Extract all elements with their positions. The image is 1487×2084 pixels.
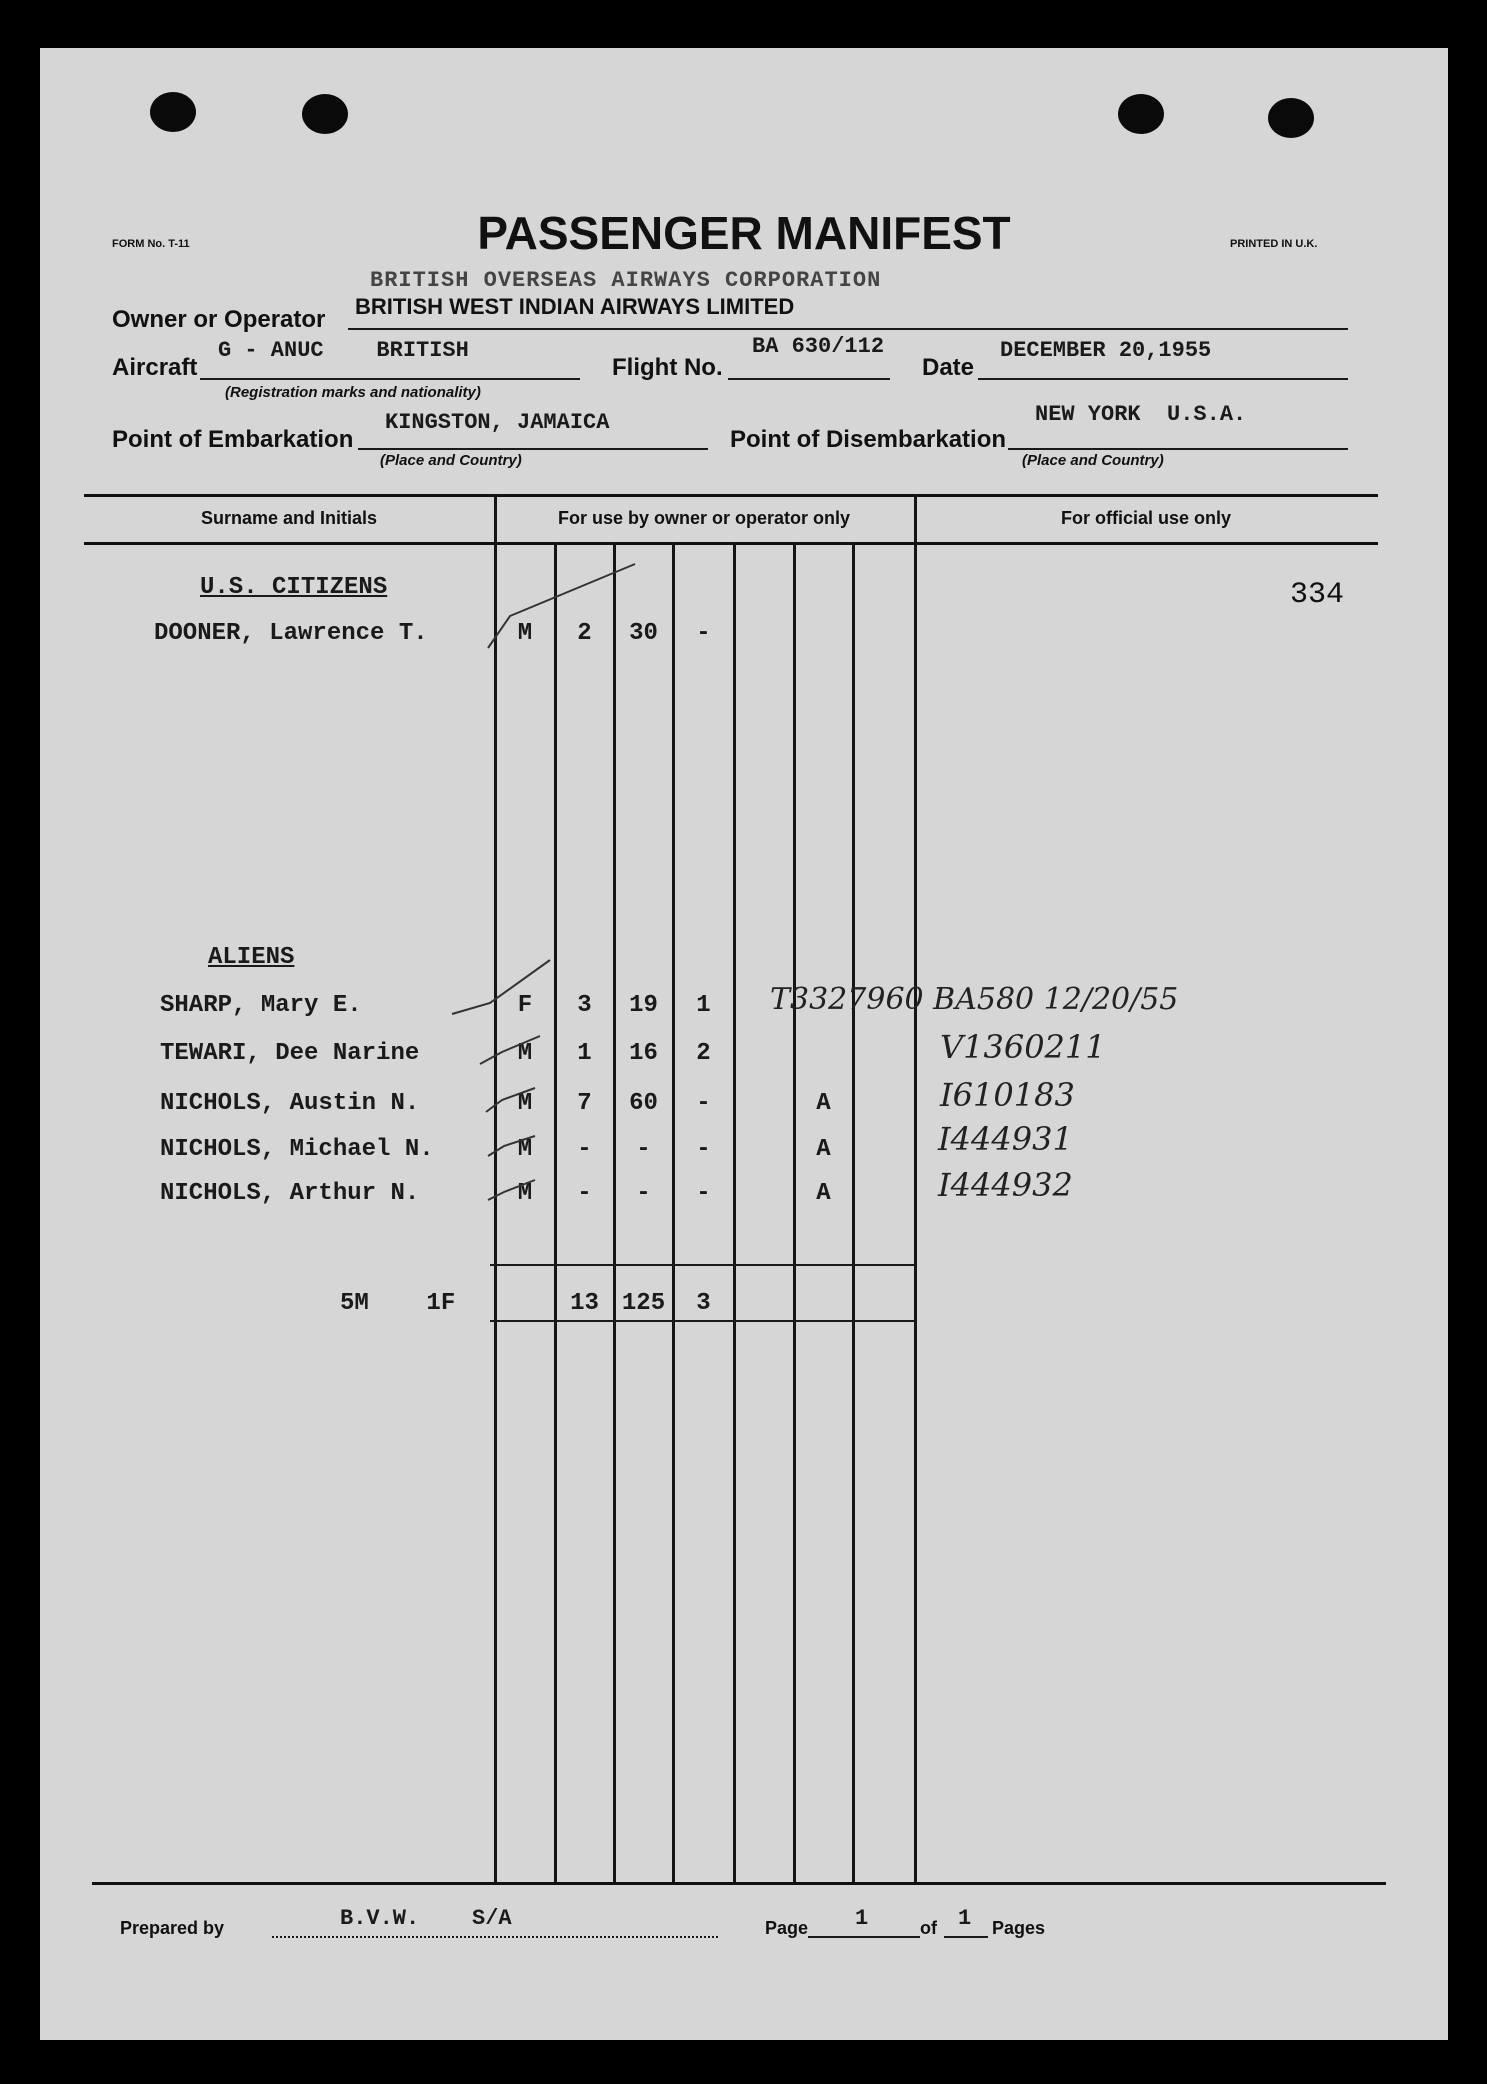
flight-value: BA 630/112 bbox=[752, 334, 885, 359]
passenger-sex: M bbox=[517, 620, 533, 647]
header-operator: For use by owner or operator only bbox=[557, 508, 851, 528]
page-title: PASSENGER MANIFEST bbox=[477, 207, 1011, 259]
passenger-col1: 2 bbox=[577, 620, 592, 647]
passenger-sex: M bbox=[517, 1090, 533, 1117]
check-mark bbox=[480, 1036, 540, 1064]
passenger-col3: 1 bbox=[696, 992, 711, 1019]
totals-col1: 13 bbox=[570, 1290, 599, 1317]
of-label: of bbox=[920, 1918, 937, 1938]
passenger-col2: - bbox=[636, 1180, 651, 1207]
header-official: For official use only bbox=[1060, 508, 1232, 528]
printed-in: PRINTED IN U.K. bbox=[1230, 238, 1318, 250]
prepared-underline bbox=[272, 1936, 718, 1938]
check-marks bbox=[40, 48, 1448, 2040]
of-underline bbox=[944, 1936, 988, 1938]
check-mark bbox=[488, 1136, 535, 1156]
page-underline bbox=[808, 1936, 920, 1938]
passenger-col2: - bbox=[636, 1136, 651, 1163]
passenger-name: SHARP, Mary E. bbox=[160, 992, 362, 1019]
official-entry: I610183 bbox=[940, 1076, 1075, 1114]
passenger-col1: - bbox=[577, 1136, 592, 1163]
passenger-col1: 7 bbox=[577, 1090, 592, 1117]
totals-col2: 125 bbox=[621, 1290, 666, 1317]
owner-value-bottom: BRITISH WEST INDIAN AIRWAYS LIMITED bbox=[355, 294, 795, 319]
totals-bottom-rule bbox=[490, 1320, 916, 1322]
official-entry: I444932 bbox=[938, 1166, 1073, 1204]
embark-value: KINGSTON, JAMAICA bbox=[385, 410, 610, 435]
header-surname: Surname and Initials bbox=[200, 508, 378, 528]
check-mark bbox=[486, 1088, 535, 1112]
official-entry: V1360211 bbox=[940, 1028, 1106, 1066]
official-entry: I444931 bbox=[938, 1120, 1073, 1158]
passenger-name: NICHOLS, Arthur N. bbox=[160, 1180, 420, 1207]
aliens-section-heading: ALIENS bbox=[208, 944, 295, 971]
embark-sub: (Place and Country) bbox=[380, 452, 522, 469]
totals-label: 5M 1F bbox=[340, 1290, 456, 1317]
aircraft-sub: (Registration marks and nationality) bbox=[225, 384, 481, 401]
passenger-col1: 1 bbox=[577, 1040, 592, 1067]
passenger-col2: 19 bbox=[629, 992, 658, 1019]
passenger-name: NICHOLS, Austin N. bbox=[160, 1090, 420, 1117]
passenger-col1: - bbox=[577, 1180, 592, 1207]
aircraft-label: Aircraft bbox=[112, 354, 198, 381]
footer-rule bbox=[92, 1882, 1386, 1885]
passenger-sex: M bbox=[517, 1040, 533, 1067]
us-section-heading: U.S. CITIZENS bbox=[200, 574, 388, 601]
page-number-stamp: 334 bbox=[1290, 578, 1345, 612]
passenger-col4: A bbox=[816, 1180, 831, 1207]
date-value: DECEMBER 20,1955 bbox=[1000, 338, 1212, 363]
passenger-col3: - bbox=[696, 1180, 711, 1207]
owner-value-top: BRITISH OVERSEAS AIRWAYS CORPORATION bbox=[370, 268, 882, 293]
page-label: Page bbox=[765, 1918, 809, 1938]
passenger-col1: 3 bbox=[577, 992, 592, 1019]
passenger-col3: - bbox=[696, 620, 711, 647]
prepared-label: Prepared by bbox=[120, 1918, 225, 1938]
of-value: 1 bbox=[958, 1906, 972, 1931]
passenger-sex: M bbox=[517, 1136, 533, 1163]
totals-top-rule bbox=[490, 1264, 916, 1266]
check-mark bbox=[452, 960, 550, 1014]
embark-label: Point of Embarkation bbox=[112, 426, 354, 453]
passenger-sex: F bbox=[517, 992, 533, 1019]
passenger-sex: M bbox=[517, 1180, 533, 1207]
passenger-col4: A bbox=[816, 1136, 831, 1163]
form-number: FORM No. T-11 bbox=[112, 238, 190, 250]
owner-label: Owner or Operator bbox=[112, 306, 326, 333]
check-mark bbox=[488, 1180, 535, 1200]
passenger-name: NICHOLS, Michael N. bbox=[160, 1136, 434, 1163]
disembark-sub: (Place and Country) bbox=[1022, 452, 1164, 469]
aircraft-value: G - ANUC BRITISH bbox=[218, 338, 469, 363]
passenger-col2: 60 bbox=[629, 1090, 658, 1117]
passenger-col2: 30 bbox=[629, 620, 658, 647]
flight-label: Flight No. bbox=[612, 354, 723, 381]
prepared-value: B.V.W. S/A bbox=[340, 1906, 512, 1931]
passenger-name: TEWARI, Dee Narine bbox=[160, 1040, 420, 1067]
check-mark bbox=[488, 564, 635, 648]
totals-col3: 3 bbox=[696, 1290, 711, 1317]
passenger-col4: A bbox=[816, 1090, 831, 1117]
disembark-label: Point of Disembarkation bbox=[730, 426, 1007, 453]
official-entry: T3327960 BA580 12/20/55 bbox=[770, 982, 1179, 1017]
passenger-col2: 16 bbox=[629, 1040, 658, 1067]
disembark-value: NEW YORK U.S.A. bbox=[1035, 402, 1247, 427]
pages-label: Pages bbox=[992, 1918, 1046, 1938]
passenger-name: DOONER, Lawrence T. bbox=[154, 620, 428, 647]
date-label: Date bbox=[922, 354, 975, 381]
passenger-col3: - bbox=[696, 1136, 711, 1163]
passenger-col3: - bbox=[696, 1090, 711, 1117]
manifest-page bbox=[40, 48, 1448, 2040]
page-value: 1 bbox=[855, 1906, 869, 1931]
passenger-col3: 2 bbox=[696, 1040, 711, 1067]
